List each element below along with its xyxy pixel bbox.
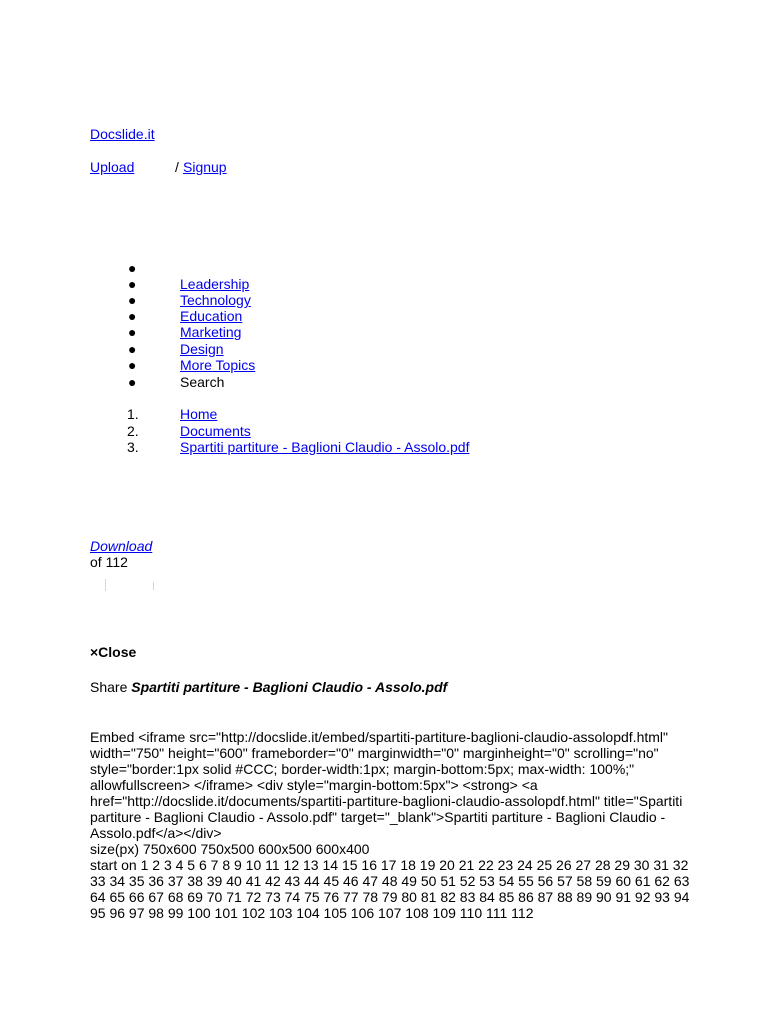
nav-link-leadership[interactable]: Leadership	[180, 276, 250, 292]
site-home-link[interactable]: Docslide.it	[90, 126, 155, 142]
size-label: size(px)	[90, 841, 140, 857]
nav-link-more-topics[interactable]: More Topics	[180, 357, 256, 373]
bullet-icon: ●	[128, 308, 137, 324]
nav-link-technology[interactable]: Technology	[180, 292, 251, 308]
bullet-icon: ●	[128, 357, 137, 373]
breadcrumb-link-home[interactable]: Home	[180, 406, 218, 422]
download-link[interactable]: Download	[90, 538, 153, 554]
header-separator: /	[175, 159, 179, 175]
bullet-icon: ●	[128, 260, 137, 276]
start-page-options[interactable]: 1 2 3 4 5 6 7 8 9 10 11 12 13 14 15 16 17 18 19 20 21 22 23 24 25 26 27 28 29 30 31 32 33 34 35 36 37 38 39 40 41 42 43 44 45 46 47 48 49 50 51 52 53 54 55 56 57 58 59 60 61 62 63 64 65 66 67 68 69 70 71 72 73 74 75 76 77 78 79 80 81 82 83 84 85 86 87 88 89 90 91 92 93 94 95 96 97 98 99 100 101 102 103 104 105 106 107 108 109 110 111 112	[90, 857, 690, 921]
share-prefix: Share	[90, 679, 128, 695]
signup-link[interactable]: Signup	[183, 159, 227, 175]
search-label[interactable]: Search	[180, 374, 225, 390]
embed-section	[90, 729, 690, 921]
embed-label: Embed	[90, 729, 135, 745]
share-document-title: Spartiti partiture - Baglioni Claudio - Assolo.pdf	[131, 679, 448, 695]
bullet-icon: ●	[128, 292, 137, 308]
viewer-divider	[105, 579, 106, 591]
nav-link-marketing[interactable]: Marketing	[180, 324, 242, 340]
breadcrumb-number: 1.	[127, 406, 139, 422]
bullet-icon: ●	[128, 374, 137, 390]
bullet-icon: ●	[128, 324, 137, 340]
start-label: start on	[90, 857, 137, 873]
upload-link[interactable]: Upload	[90, 159, 135, 175]
breadcrumb-link-document[interactable]: Spartiti partiture - Baglioni Claudio - Assolo.pdf	[180, 439, 470, 455]
share-heading	[90, 679, 447, 695]
breadcrumb-number: 2.	[127, 423, 139, 439]
bullet-icon: ●	[128, 341, 137, 357]
page-count: of 112	[90, 554, 128, 570]
size-options[interactable]: 750x600 750x500 600x500 600x400	[142, 841, 370, 857]
embed-code[interactable]: <iframe src="http://docslide.it/embed/spartiti-partiture-baglioni-claudio-assolopdf.html" width="750" height="600" frameborder="0" marginwidth="0" marginheight="0" scrolling="no" style="border:1px solid #CCC; border-width:1px; margin-bottom:5px; max-width: 100%;" allowfullscreen> </iframe> <div style="margin-bottom:5px"> <strong> <a href="http://docslide.it/documents/spartiti-partiture-baglioni-claudio-assolopdf.html" title="Spartiti partiture - Baglioni Claudio - Assolo.pdf" target="_blank">Spartiti partiture - Baglioni Claudio - Assolo.pdf</a></div>	[90, 729, 683, 841]
bullet-icon: ●	[128, 276, 137, 292]
viewer-divider	[153, 582, 154, 590]
breadcrumb-number: 3.	[127, 439, 139, 455]
breadcrumb-link-documents[interactable]: Documents	[180, 423, 251, 439]
nav-link-education[interactable]: Education	[180, 308, 243, 324]
close-button[interactable]: ×Close	[90, 644, 137, 660]
nav-link-design[interactable]: Design	[180, 341, 224, 357]
